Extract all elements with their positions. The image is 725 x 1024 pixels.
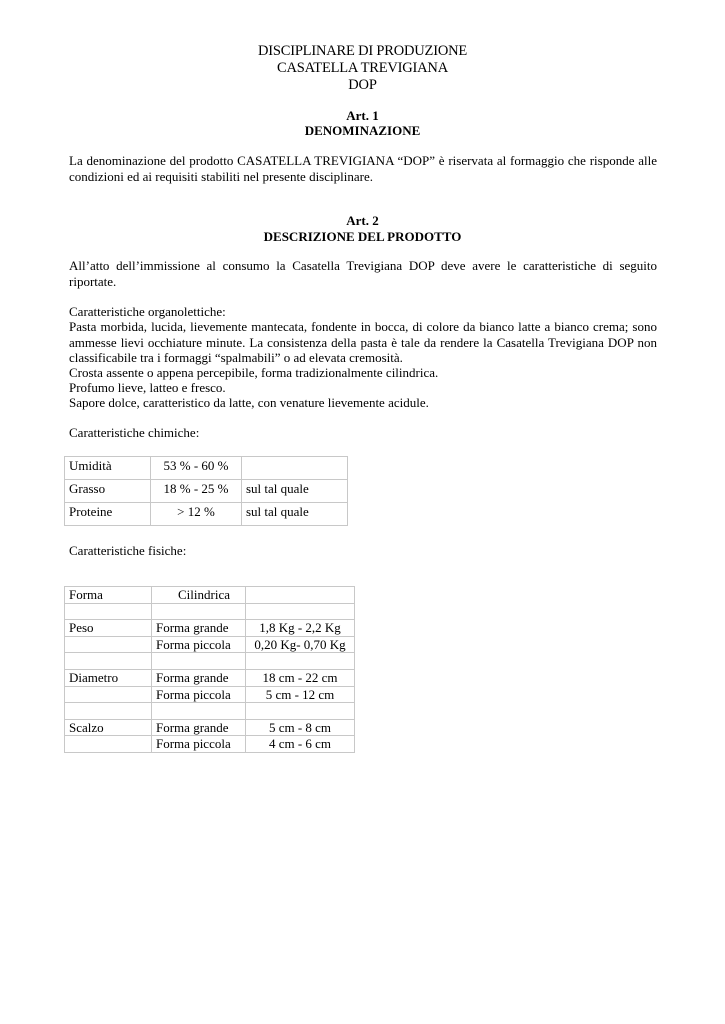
table-cell xyxy=(246,603,355,620)
table-row xyxy=(65,457,348,480)
table-cell xyxy=(246,653,355,670)
article-2-heading: DESCRIZIONE DEL PRODOTTO xyxy=(263,229,462,244)
table-cell: 53 % - 60 % xyxy=(151,457,242,480)
table-row xyxy=(65,653,355,670)
article-2-intro: All’atto dell’immissione al consumo la Casatella Trevigiana DOP deve avere le caratteristiche di seguito riportate. xyxy=(69,258,657,289)
table-cell: Forma grande xyxy=(152,669,246,686)
table-cell: Umidità xyxy=(65,457,151,480)
article-2-number: Art. 2 xyxy=(346,213,379,228)
table-row xyxy=(65,736,355,753)
organoleptic-pasta: Pasta morbida, lucida, lievemente mantecata, fondente in bocca, di colore da bianco latte a bianco crema; sono ammesse lievi occhiature minute. La consistenza della pasta è tale da rendere la Casatella Trevigiana DOP non classificabile tra i formaggi “spalmabili” o ad elevata cremosità. xyxy=(69,319,657,365)
table-cell: Forma piccola xyxy=(152,736,246,753)
table-cell: 4 cm - 6 cm xyxy=(246,736,355,753)
document-title-line-1: DISCIPLINARE DI PRODUZIONE xyxy=(257,43,468,59)
table-cell: Proteine xyxy=(65,503,151,526)
table-cell: 5 cm - 8 cm xyxy=(246,719,355,736)
table-cell xyxy=(65,736,152,753)
article-1-heading: DENOMINAZIONE xyxy=(304,123,421,138)
table-cell: Cilindrica xyxy=(152,587,246,604)
table-cell xyxy=(242,457,348,480)
document-title-line-2: CASATELLA TREVIGIANA xyxy=(277,60,448,76)
article-1-number: Art. 1 xyxy=(346,108,379,123)
organoleptic-crosta: Crosta assente o appena percepibile, forma tradizionalmente cilindrica. xyxy=(69,365,439,380)
chemical-table xyxy=(64,456,348,526)
table-cell xyxy=(65,636,152,653)
table-row xyxy=(65,719,355,736)
table-row xyxy=(65,503,348,526)
table-cell: 5 cm - 12 cm xyxy=(246,686,355,703)
table-cell: 1,8 Kg - 2,2 Kg xyxy=(246,620,355,637)
table-cell xyxy=(152,603,246,620)
table-cell xyxy=(246,587,355,604)
table-cell: Forma piccola xyxy=(152,636,246,653)
table-row xyxy=(65,636,355,653)
table-cell xyxy=(65,603,152,620)
table-cell: Forma grande xyxy=(152,620,246,637)
table-cell: sul tal quale xyxy=(242,503,348,526)
table-cell: Peso xyxy=(65,620,152,637)
table-row xyxy=(65,480,348,503)
table-cell: Forma piccola xyxy=(152,686,246,703)
document-title-line-3: DOP xyxy=(348,77,377,93)
organoleptic-heading: Caratteristiche organolettiche: xyxy=(69,304,226,319)
table-cell: Grasso xyxy=(65,480,151,503)
table-row xyxy=(65,603,355,620)
table-cell xyxy=(152,703,246,720)
organoleptic-sapore: Sapore dolce, caratteristico da latte, con venature lievemente acidule. xyxy=(69,395,429,410)
table-row xyxy=(65,620,355,637)
table-cell xyxy=(65,653,152,670)
table-cell xyxy=(246,703,355,720)
article-1-text: La denominazione del prodotto CASATELLA TREVIGIANA “DOP” è riservata al formaggio che risponde alle condizioni ed ai requisiti stabiliti nel presente disciplinare. xyxy=(69,153,657,184)
physical-heading: Caratteristiche fisiche: xyxy=(69,543,187,558)
table-row xyxy=(65,587,355,604)
physical-table xyxy=(64,586,355,753)
table-cell xyxy=(152,653,246,670)
table-row xyxy=(65,669,355,686)
table-cell: 18 % - 25 % xyxy=(151,480,242,503)
table-cell: 18 cm - 22 cm xyxy=(246,669,355,686)
table-cell: sul tal quale xyxy=(242,480,348,503)
table-cell: Forma grande xyxy=(152,719,246,736)
table-cell: Diametro xyxy=(65,669,152,686)
table-cell: 0,20 Kg- 0,70 Kg xyxy=(246,636,355,653)
table-cell: Scalzo xyxy=(65,719,152,736)
table-cell xyxy=(65,686,152,703)
table-cell xyxy=(65,703,152,720)
chemical-heading: Caratteristiche chimiche: xyxy=(69,425,200,440)
table-row xyxy=(65,703,355,720)
table-cell: Forma xyxy=(65,587,152,604)
table-row xyxy=(65,686,355,703)
table-cell: > 12 % xyxy=(151,503,242,526)
organoleptic-profumo: Profumo lieve, latteo e fresco. xyxy=(69,380,226,395)
